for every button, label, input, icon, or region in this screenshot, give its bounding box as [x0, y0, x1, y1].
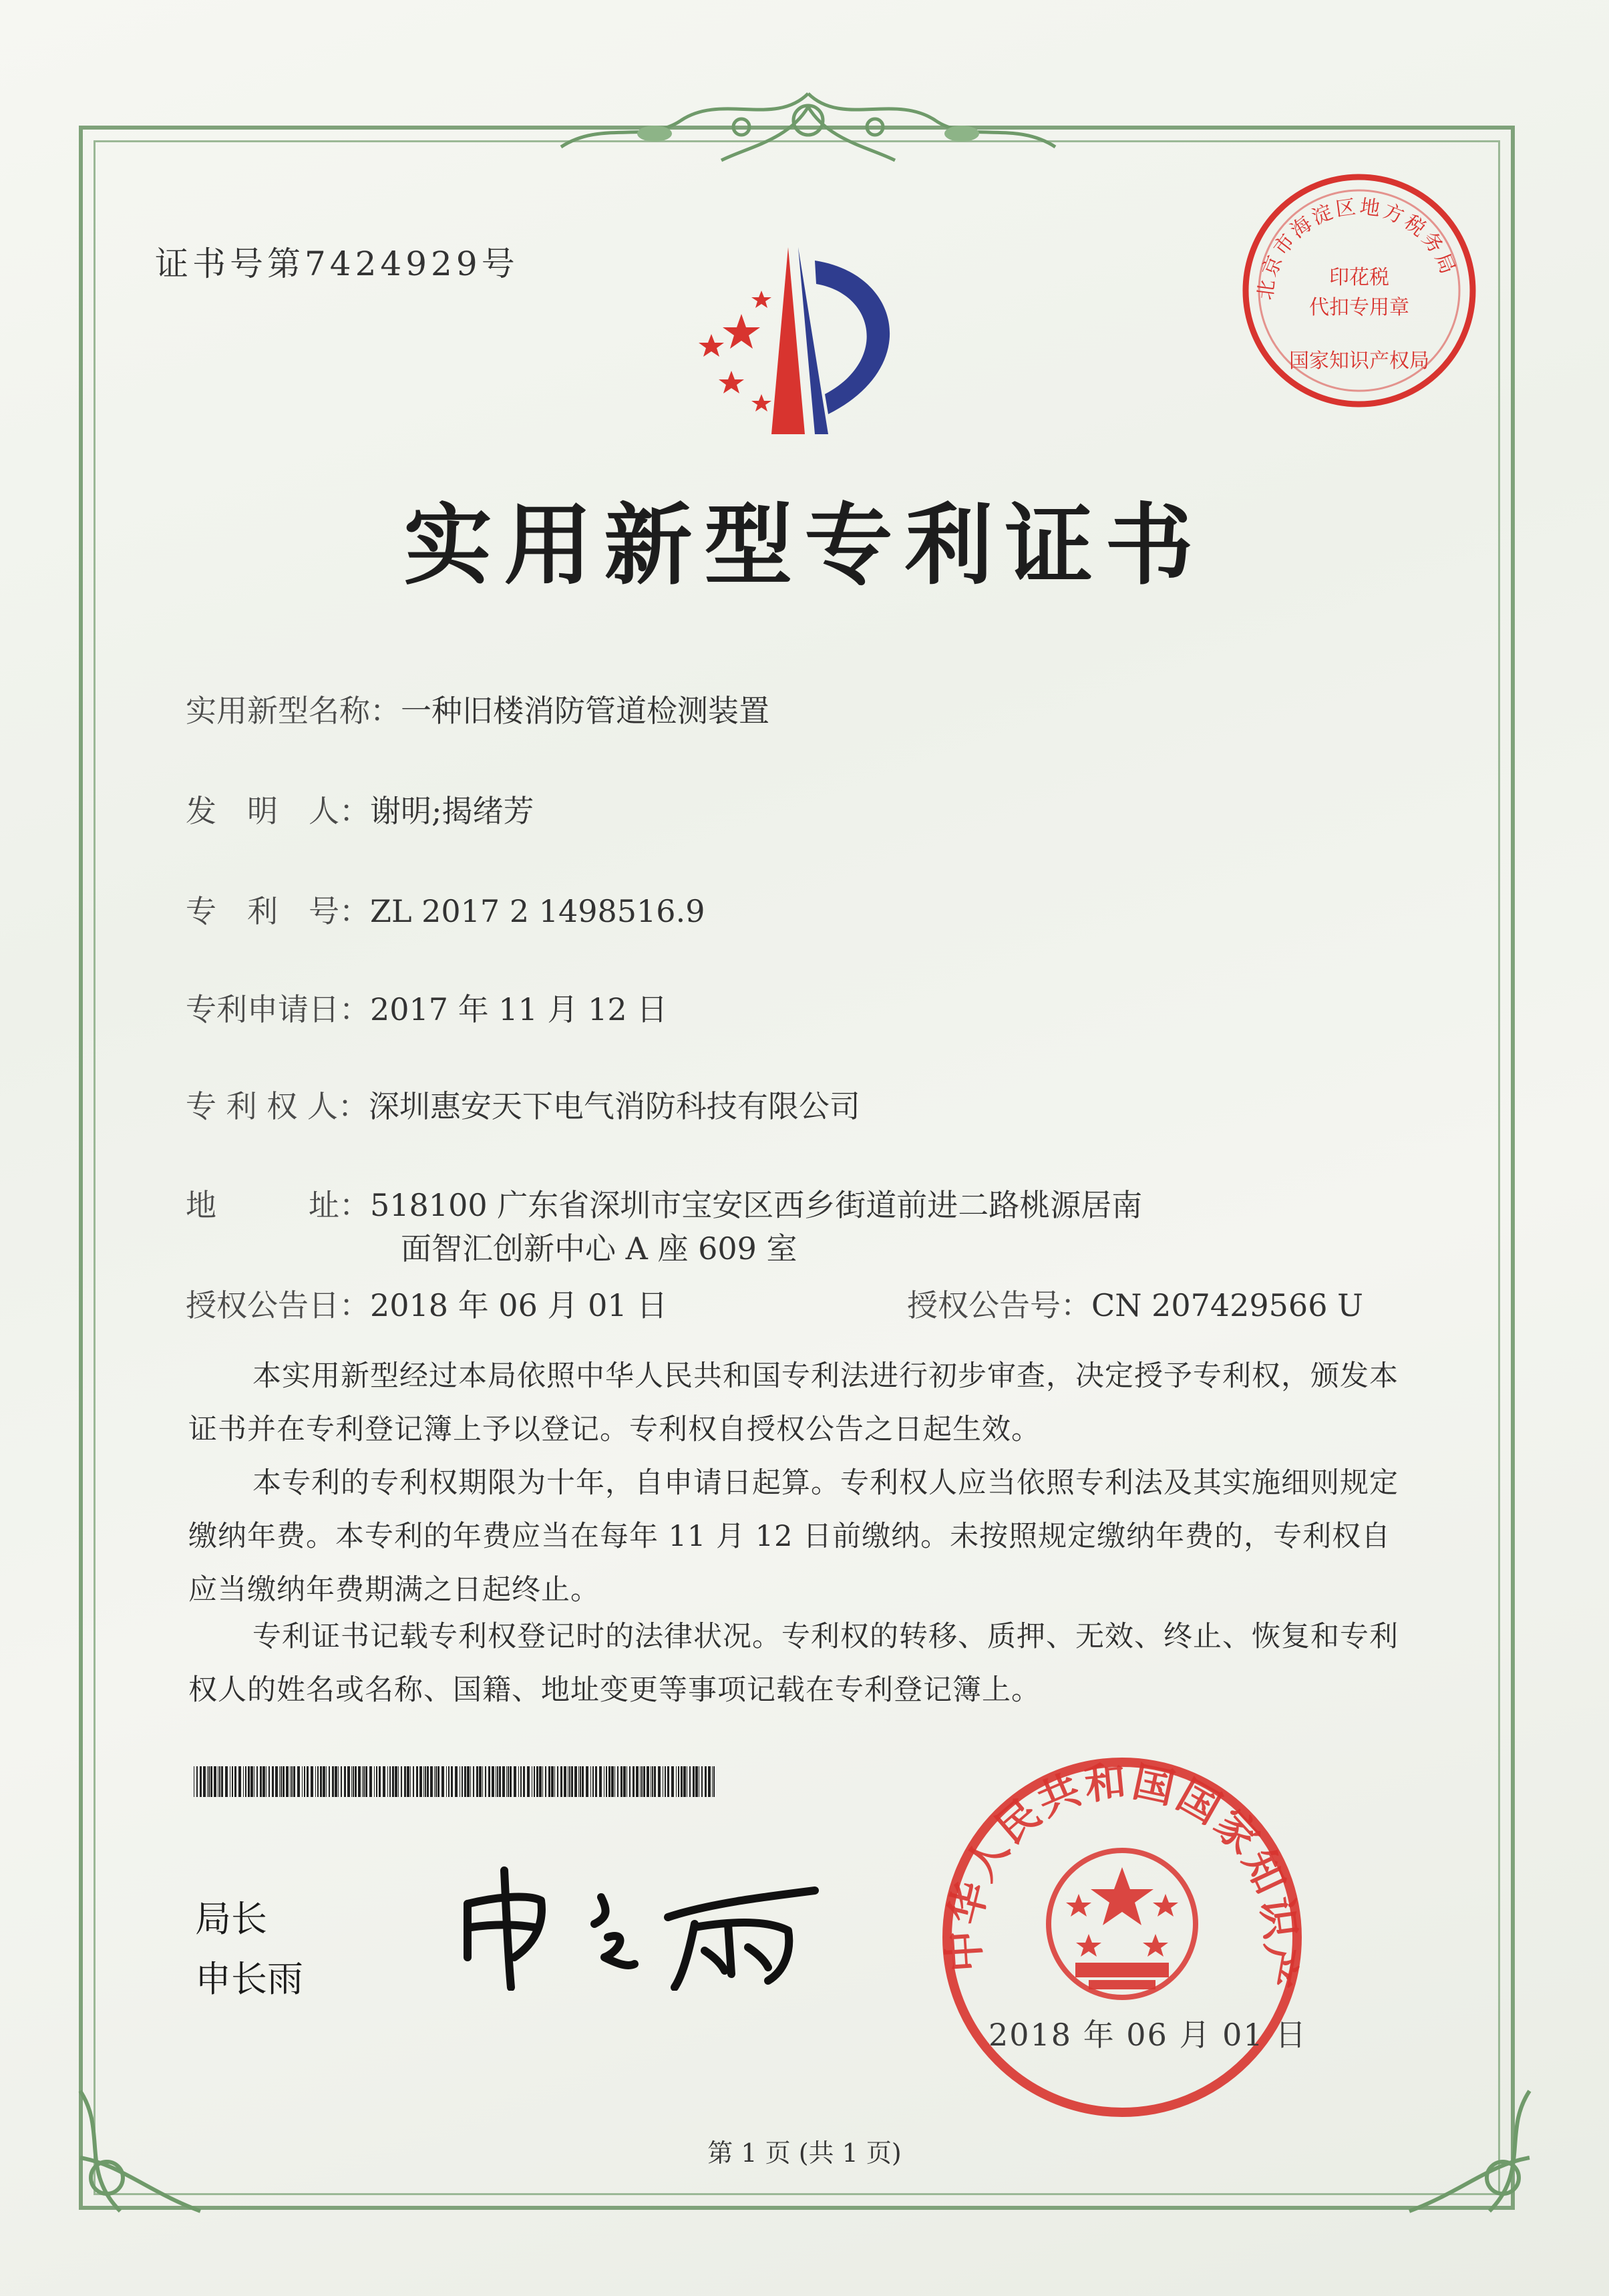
field-value: 518100 广东省深圳市宝安区西乡街道前进二路桃源居南: [370, 1187, 1143, 1223]
statement-paragraph-2: [188, 1456, 1417, 1617]
top-ornament-icon: [521, 80, 1095, 174]
certificate-number-line: [155, 237, 519, 285]
cnipa-logo-icon: [661, 234, 942, 448]
paragraph-text: 本专利的专利权期限为十年，自申请日起算。专利权人应当依照专利法及其实施细则规定缴纳年费。本专利的年费应当在每年 11 月 12 日前缴纳。未按照规定缴纳年费的，专利权自应当缴纳年费期满之日起终止。: [188, 1466, 1399, 1607]
field-grant-date: [186, 1281, 667, 1325]
handwritten-signature-icon: [454, 1857, 828, 1991]
svg-text:国家知识产权局: 国家知识产权局: [1289, 349, 1429, 373]
field-label: 实用新型名称：: [186, 693, 401, 729]
svg-text:中华人民共和国国家知识产权局: 中华人民共和国国家知识产: [938, 1756, 1306, 1994]
field-patent-number: [186, 887, 705, 931]
field-label: 专 利 号：: [186, 893, 370, 929]
certificate-number-label: 证书号第: [155, 244, 305, 283]
field-address: [186, 1181, 1142, 1225]
field-patentee: [186, 1082, 860, 1126]
field-value: 面智汇创新中心 A 座 609 室: [401, 1231, 797, 1267]
field-utility-model-name: [186, 687, 769, 731]
certificate-number-suffix: 号: [481, 244, 519, 283]
field-value: ZL 2017 2 1498516.9: [370, 893, 705, 929]
svg-text:代扣专用章: 代扣专用章: [1309, 296, 1409, 319]
field-label: 专 利 权 人：: [186, 1088, 369, 1124]
seal-date: 2018 年 06 月 01 日: [989, 2017, 1308, 2053]
field-filing-date: [186, 985, 667, 1029]
field-label: 地 址：: [186, 1187, 370, 1223]
tax-seal-icon: [1236, 167, 1483, 414]
field-address-line2: [401, 1224, 797, 1269]
page-title: 实用新型专利证书: [403, 494, 1206, 597]
statement-paragraph-1: [188, 1349, 1417, 1456]
barcode-icon: [194, 1766, 715, 1797]
cnipa-official-seal: [935, 1750, 1309, 2124]
field-label: 发 明 人：: [186, 793, 370, 829]
signer-name: 申长雨: [195, 1958, 303, 2000]
field-value: 一种旧楼消防管道检测装置: [401, 693, 769, 729]
page-footer: 第 1 页 (共 1 页): [707, 2138, 902, 2168]
field-grant-number: [907, 1281, 1363, 1325]
field-inventor: [186, 787, 534, 831]
field-value: 2018 年 06 月 01 日: [370, 1287, 668, 1323]
field-value: 2017 年 11 月 12 日: [370, 991, 668, 1027]
field-value: 深圳惠安天下电气消防科技有限公司: [368, 1088, 860, 1124]
svg-text:北京市海淀区地方税务局: 北京市海淀区地方税务局: [1254, 195, 1461, 301]
certificate-number: 7424929: [305, 244, 482, 283]
field-label: 专利申请日：: [186, 991, 370, 1027]
paragraph-text: 本实用新型经过本局依照中华人民共和国专利法进行初步审查，决定授予专利权，颁发本证书并在专利登记簿上予以登记。专利权自授权公告之日起生效。: [188, 1359, 1399, 1446]
svg-text:印花税: 印花税: [1329, 266, 1389, 289]
field-label: 授权公告日：: [186, 1287, 370, 1323]
field-value: 谢明;揭绪芳: [370, 793, 534, 829]
paragraph-text: 专利证书记载专利权登记时的法律状况。专利权的转移、质押、无效、终止、恢复和专利权人的姓名或名称、国籍、地址变更等事项记载在专利登记簿上。: [188, 1620, 1399, 1707]
field-label: 授权公告号：: [907, 1287, 1091, 1323]
statement-paragraph-3: [188, 1610, 1417, 1717]
tax-stamp-seal: [1236, 167, 1483, 414]
field-value: CN 207429566 U: [1091, 1287, 1363, 1323]
national-seal-icon: [935, 1750, 1309, 2124]
signer-title: 局长: [195, 1898, 267, 1940]
